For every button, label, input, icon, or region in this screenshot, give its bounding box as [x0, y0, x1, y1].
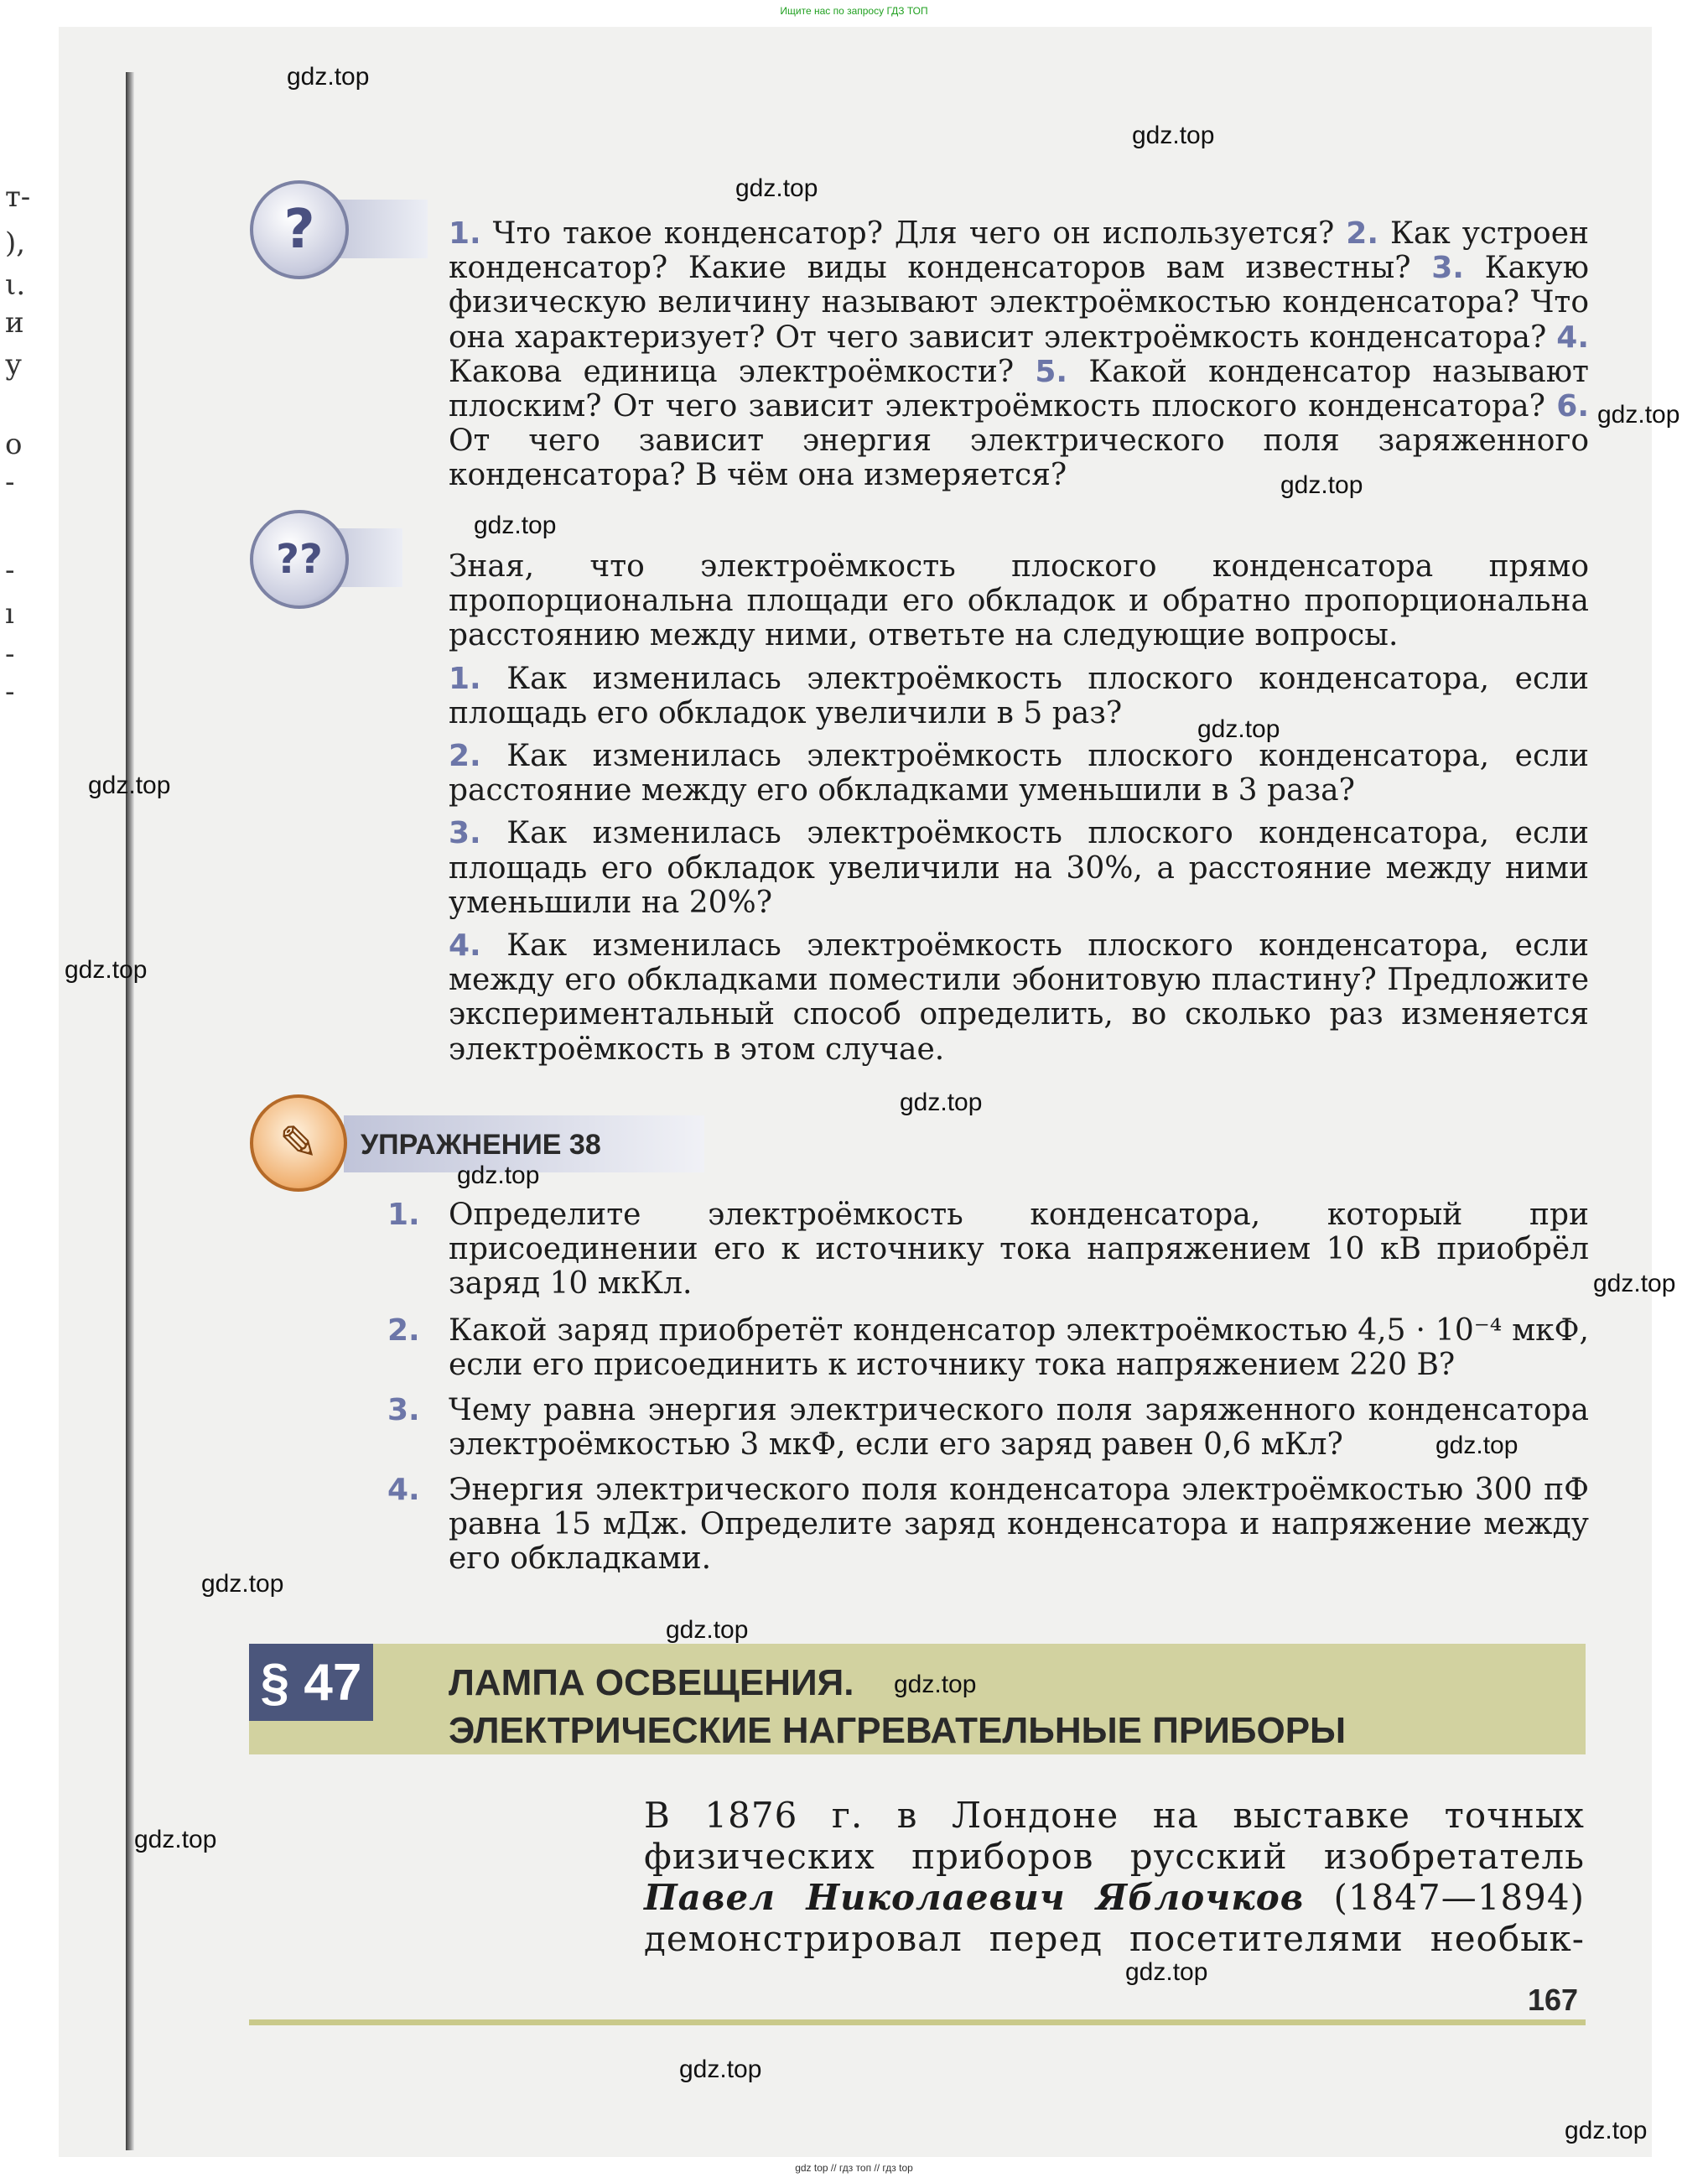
edge-fragment: ı [5, 597, 14, 631]
discussion-text: Как изменилась электроёмкость плоского конденсатора, если расстояние между его обкладками уменьшили в 3 раза? [449, 739, 1589, 808]
watermark: gdz.top [474, 512, 557, 539]
question-number: 2. [1346, 216, 1379, 251]
top-banner: Ищите нас по запросу ГДЗ ТОП [780, 5, 928, 17]
exercise-number: 1. [387, 1198, 420, 1232]
discussion-text: Как изменилась электроёмкость плоского конденсатора, если площадь его обкладок увеличили в 5 раз? [449, 661, 1589, 730]
exercise-item [387, 1393, 1589, 1462]
question-number: 4. [1556, 320, 1589, 355]
watermark: gdz.top [201, 1570, 284, 1598]
watermark: gdz.top [1197, 715, 1280, 743]
question-number: 6. [1556, 389, 1589, 424]
discussion-number: 4. [449, 928, 481, 964]
watermark: gdz.top [666, 1616, 749, 1644]
exercise-title: УПРАЖНЕНИЕ 38 [361, 1129, 601, 1161]
watermark: gdz.top [1280, 471, 1363, 499]
watermark: gdz.top [900, 1089, 983, 1116]
exercise-text: Какой заряд приобретёт конденсатор электроёмкостью 4,5 · 10⁻⁴ мкФ, если его присоединить к источнику тока напряжением 220 В? [449, 1313, 1589, 1383]
footer-rule [249, 2019, 1586, 2025]
question-text: Какова единица электроёмкости? [449, 354, 1015, 389]
discussion-block [449, 549, 1589, 1067]
watermark: gdz.top [88, 772, 171, 799]
pencil-icon: ✎ [250, 1094, 347, 1192]
intro-line: физических приборов русский изобретатель [644, 1836, 1585, 1877]
discussion-number: 3. [449, 816, 481, 851]
watermark: gdz.top [134, 1826, 217, 1853]
edge-fragment: - [5, 465, 15, 499]
watermark: gdz.top [894, 1671, 977, 1698]
discussion-number: 1. [449, 661, 481, 696]
exercise-number: 3. [387, 1393, 420, 1427]
section-title-line: ЛАМПА ОСВЕЩЕНИЯ. [449, 1662, 854, 1703]
discussion-text: Как изменилась электроёмкость плоского конденсатора, если между его обкладками поместили эбонитовую пластину? Предложите экспериментальный способ определить, во сколько раз изменяется электроёмкость в этом случае. [449, 928, 1589, 1067]
question-number: 1. [449, 216, 481, 251]
exercise-text: Определите электроёмкость конденсатора, который при присоединении его к источнику тока напряжением 10 кВ приобрёл заряд 10 мкКл. [449, 1198, 1589, 1302]
watermark: gdz.top [1565, 2117, 1648, 2144]
edge-fragment: ), [5, 226, 26, 260]
exercise-number: 2. [387, 1313, 420, 1348]
exercise-item [387, 1313, 1589, 1382]
edge-fragment: т- [5, 180, 31, 214]
watermark: gdz.top [1597, 401, 1680, 429]
exercise-text: Чему равна энергия электрического поля заряженного конденсатора электроёмкостью 3 мкФ, если его заряд равен 0,6 мКл? [449, 1393, 1589, 1463]
section-number: § 47 [249, 1644, 373, 1721]
page-number: 167 [1528, 1983, 1579, 2017]
discussion-number: 2. [449, 739, 481, 774]
question-text: От чего зависит энергия электрического поля заряженного конденсатора? В чём она измеряется? [449, 424, 1589, 493]
watermark: gdz.top [1125, 1958, 1208, 1986]
question-icon: ? [250, 180, 349, 279]
edge-fragment: у [5, 348, 23, 382]
watermark: gdz.top [679, 2056, 762, 2083]
exercise-text: Энергия электрического поля конденсатора электроёмкостью 300 пФ равна 15 мДж. Определите заряд конденсатора и напряжение между его обкладками. [449, 1473, 1589, 1577]
question-number: 5. [1035, 354, 1068, 389]
edge-fragment: - [5, 637, 15, 671]
discussion-intro: Зная, что электроёмкость плоского конденсатора прямо пропорциональна площади его обкладок и обратно пропорциональна расстоянию между ними, ответьте на следующие вопросы. [449, 549, 1589, 653]
exercise-number: 4. [387, 1473, 420, 1507]
exercise-item [387, 1198, 1589, 1302]
edge-fragment: - [5, 554, 15, 587]
watermark: gdz.top [457, 1162, 540, 1189]
section-intro [644, 1795, 1585, 1959]
edge-fragment: - [5, 675, 15, 709]
question-text: Что такое конденсатор? Для чего он используется? [492, 216, 1335, 251]
intro-line: В 1876 г. в Лондоне на выставке точных [644, 1795, 1585, 1836]
question-text: Какую физическую величину называют электроёмкостью конденсатора? Что она характеризует? От чего зависит электроёмкость конденсатора? [449, 251, 1589, 355]
question-text: Какой конденсатор называют плоским? От чего зависит электроёмкость плоского конденсатора? [449, 354, 1589, 424]
exercise-item [387, 1473, 1589, 1577]
intro-line [644, 1877, 1585, 1918]
watermark: gdz.top [287, 63, 370, 91]
review-questions [449, 216, 1589, 493]
edge-fragment: о [5, 428, 23, 461]
watermark: gdz.top [1435, 1432, 1519, 1459]
section-title-line: ЭЛЕКТРИЧЕСКИЕ НАГРЕВАТЕЛЬНЫЕ ПРИБОРЫ [449, 1710, 1347, 1751]
watermark: gdz.top [65, 956, 148, 984]
inventor-years: (1847—1894) [1333, 1877, 1585, 1918]
discussion-text: Как изменилась электроёмкость плоского конденсатора, если площадь его обкладок увеличили на 30%, а расстояние между ними уменьшили на 20%? [449, 816, 1589, 920]
intro-line: демонстрировал перед посетителями необык- [644, 1918, 1585, 1959]
edge-fragment: ι. [5, 268, 26, 302]
question-text: Как устроен конденсатор? Какие виды конденсаторов вам известны? [449, 216, 1589, 286]
bottom-banner: gdz top // гдз топ // гдз top [795, 2162, 913, 2174]
question-number: 3. [1431, 251, 1464, 286]
watermark: gdz.top [1132, 122, 1215, 149]
inventor-name: Павел Николаевич Яблочков [644, 1877, 1305, 1918]
double-question-icon: ?? [250, 510, 349, 609]
watermark: gdz.top [1593, 1270, 1676, 1297]
watermark: gdz.top [735, 174, 818, 202]
edge-fragment: и [5, 306, 24, 340]
book-spine [126, 72, 134, 2150]
